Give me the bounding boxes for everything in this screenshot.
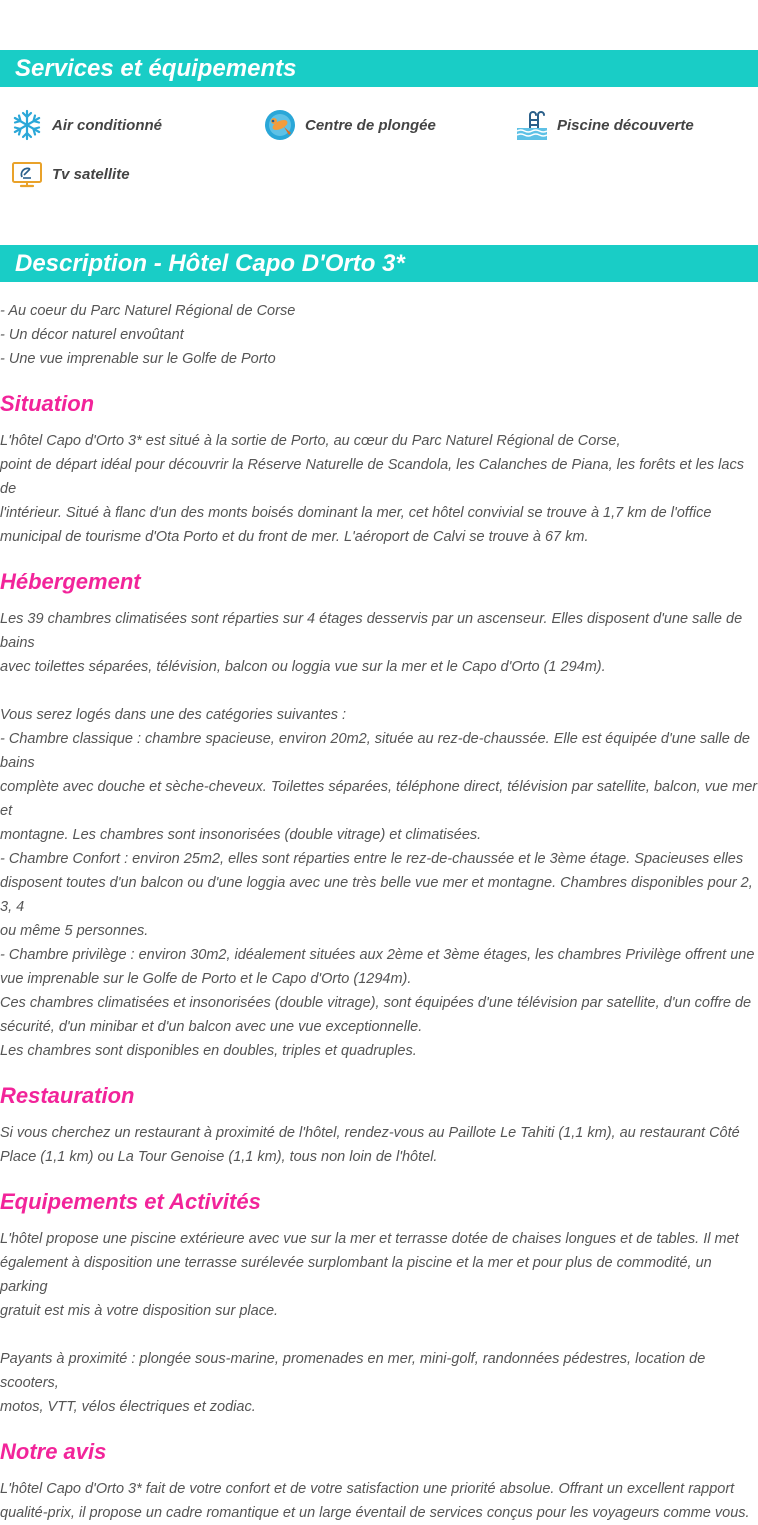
description-banner [0, 245, 758, 282]
intro-line: - Au coeur du Parc Naturel Régional de Corse [0, 303, 296, 319]
paragraph-line: montagne. Les chambres sont insonorisées (double vitrage) et climatisées. [0, 827, 482, 843]
section-heading: Notre avis [0, 1439, 107, 1464]
service-piscine-decouverte [516, 109, 694, 141]
description-title: Description - Hôtel Capo D'Orto 3* [15, 250, 405, 277]
paragraph-line: Les 39 chambres climatisées sont réparties sur 4 étages desservis par un ascenseur. Elles disposent d'une salle de bains [0, 611, 743, 651]
section-heading: Situation [0, 391, 95, 416]
paragraph-line: point de départ idéal pour découvrir la Réserve Naturelle de Scandola, les Calanches de Piana, les forêts et les lacs de [0, 457, 744, 497]
section-heading: Hébergement [0, 569, 141, 594]
paragraph-line: sécurité, d'un minibar et d'un balcon avec une vue exceptionnelle. [0, 1019, 423, 1035]
paragraph-line: L'hôtel Capo d'Orto 3* est situé à la sortie de Porto, au cœur du Parc Naturel Régional de Corse, [0, 433, 621, 449]
service-label: Air conditionné [52, 116, 162, 134]
services-banner [0, 50, 758, 87]
service-label: Tv satellite [52, 165, 130, 183]
paragraph-line: également à disposition une terrasse surélevée surplombant la piscine et la mer et pour plus de commodité, un parking [0, 1255, 712, 1295]
pool-icon [516, 109, 548, 141]
section-heading: Equipements et Activités [0, 1189, 261, 1214]
tv-icon [11, 158, 43, 190]
paragraph-line: Payants à proximité : plongée sous-marine, promenades en mer, mini-golf, randonnées pédestres, location de scooters, [0, 1351, 706, 1391]
intro-line: - Un décor naturel envoûtant [0, 327, 184, 343]
section-paragraph [0, 1347, 758, 1419]
description-content [0, 299, 758, 1525]
paragraph-line: gratuit est mis à votre disposition sur place. [0, 1303, 279, 1319]
paragraph-line: Les chambres sont disponibles en doubles, triples et quadruples. [0, 1043, 417, 1059]
paragraph-line: complète avec douche et sèche-cheveux. Toilettes séparées, téléphone direct, télévision par satellite, balcon, vue mer et [0, 779, 758, 819]
paragraph-line: L'hôtel propose une piscine extérieure avec vue sur la mer et terrasse dotée de chaises longues et de tables. Il met [0, 1231, 739, 1247]
paragraph-line: - Chambre privilège : environ 30m2, idéalement situées aux 2ème et 3ème étages, les chambres Privilège offrent une [0, 947, 755, 963]
service-air-conditionne [11, 109, 162, 141]
section-paragraph [0, 703, 758, 1063]
paragraph-line: motos, VTT, vélos électriques et zodiac. [0, 1399, 256, 1415]
snowflake-icon [11, 109, 43, 141]
paragraph-line: avec toilettes séparées, télévision, balcon ou loggia vue sur la mer et le Capo d'Orto (1 294m). [0, 659, 606, 675]
section-heading: Restauration [0, 1083, 135, 1108]
paragraph-line: municipal de tourisme d'Ota Porto et du front de mer. L'aéroport de Calvi se trouve à 67 km. [0, 529, 589, 545]
section-paragraph [0, 1477, 758, 1525]
section-paragraph [0, 1121, 758, 1169]
section-paragraph [0, 429, 758, 549]
paragraph-line: l'intérieur. Situé à flanc d'un des monts boisés dominant la mer, cet hôtel convivial se trouve à 1,7 km de l'office [0, 505, 712, 521]
paragraph-line: L'hôtel Capo d'Orto 3* fait de votre confort et de votre satisfaction une priorité absolue. Offrant un excellent rapport [0, 1481, 735, 1497]
paragraph-line: Vous serez logés dans une des catégories suivantes : [0, 707, 347, 723]
paragraph-line: disposent toutes d'un balcon ou d'une loggia avec une très belle vue mer et montagne. Chambres disponibles pour 2, 3, 4 [0, 875, 753, 915]
paragraph-line: Place (1,1 km) ou La Tour Genoise (1,1 km), tous non loin de l'hôtel. [0, 1149, 438, 1165]
services-title: Services et équipements [15, 55, 297, 82]
paragraph-line: qualité-prix, il propose un cadre romantique et un large éventail de services conçus pour les voyageurs comme vous. [0, 1505, 750, 1521]
section-paragraph [0, 607, 758, 679]
diver-icon [264, 109, 296, 141]
intro-list [0, 299, 758, 371]
service-tv-satellite [11, 158, 130, 190]
paragraph-line: - Chambre Confort : environ 25m2, elles sont réparties entre le rez-de-chaussée et le 3ème étage. Spacieuses elles [0, 851, 744, 867]
service-label: Centre de plongée [305, 116, 436, 134]
paragraph-line: - Chambre classique : chambre spacieuse, environ 20m2, située au rez-de-chaussée. Elle est équipée d'une salle de bains [0, 731, 750, 771]
intro-line: - Une vue imprenable sur le Golfe de Porto [0, 351, 276, 367]
paragraph-line: Ces chambres climatisées et insonorisées (double vitrage), sont équipées d'une télévision par satellite, d'un coffre de [0, 995, 752, 1011]
service-label: Piscine découverte [557, 116, 694, 134]
service-centre-plongee [264, 109, 436, 141]
paragraph-line: ou même 5 personnes. [0, 923, 149, 939]
section-paragraph [0, 1227, 758, 1323]
paragraph-line: Si vous cherchez un restaurant à proximité de l'hôtel, rendez-vous au Paillote Le Tahiti (1,1 km), au restaurant Côté [0, 1125, 740, 1141]
paragraph-line: vue imprenable sur le Golfe de Porto et le Capo d'Orto (1294m). [0, 971, 412, 987]
